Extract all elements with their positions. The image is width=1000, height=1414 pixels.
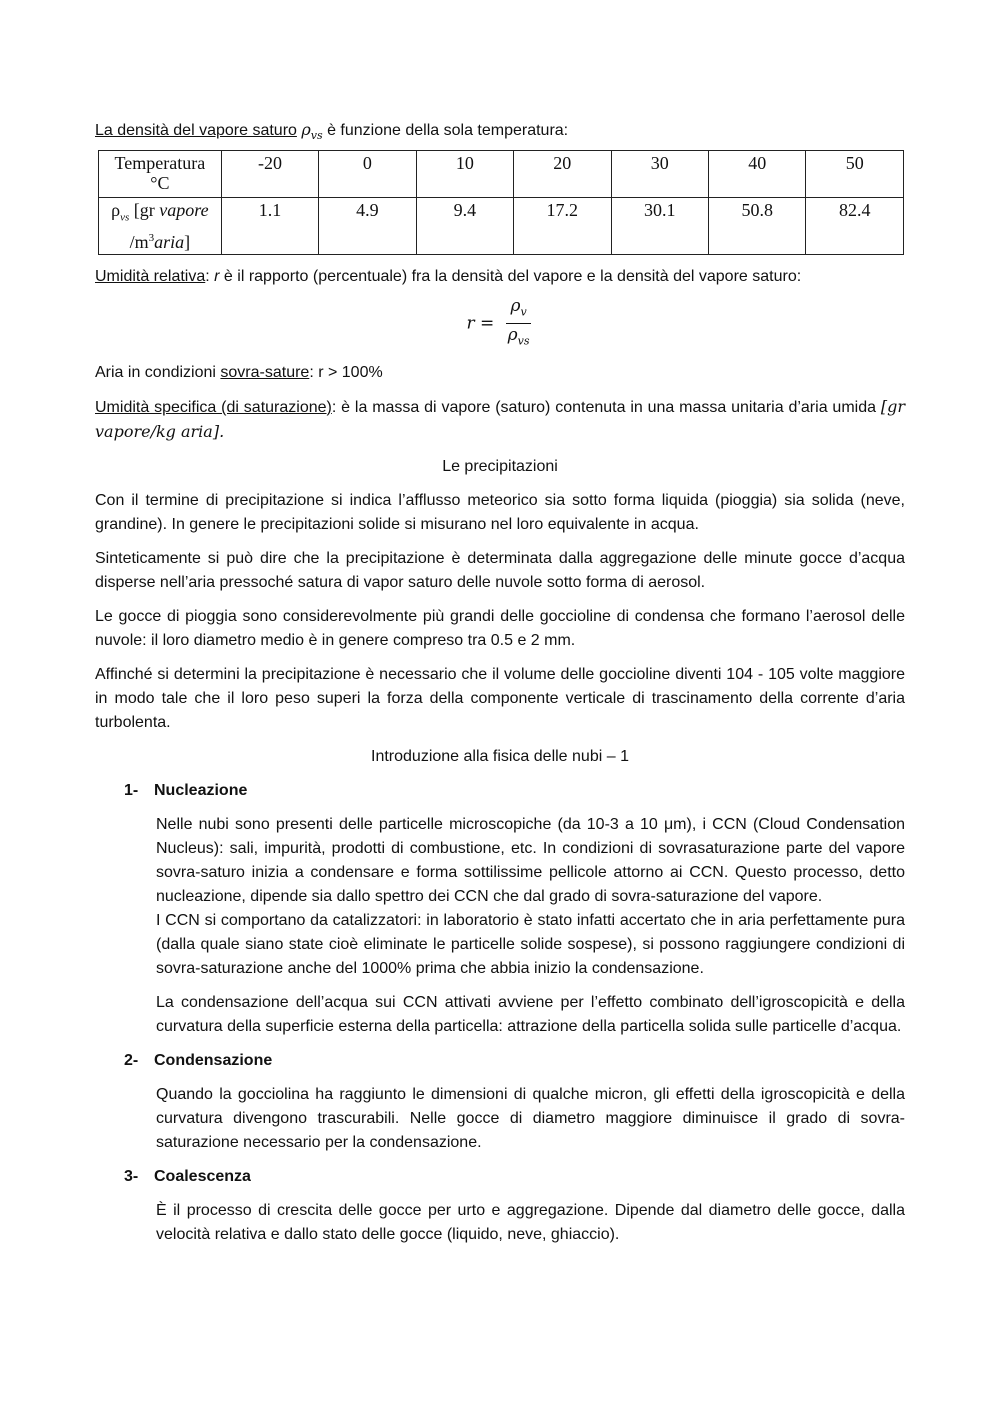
table-header-temperature: Temperatura °C: [99, 151, 222, 198]
table-cell: 82.4: [806, 198, 904, 255]
section-title-fisica-nubi: Introduzione alla fisica delle nubi – 1: [371, 747, 629, 765]
table-cell: 40: [708, 151, 805, 198]
density-intro-rest: è funzione della sola temperatura:: [322, 122, 569, 139]
table-cell: -20: [221, 151, 318, 198]
table-cell: 9.4: [416, 198, 513, 255]
table-cell: 30.1: [611, 198, 708, 255]
step-heading-nucleazione: 1- Nucleazione: [124, 781, 248, 799]
supersaturated-air: Aria in condizioni sovra-sature: r > 100%: [95, 363, 383, 381]
table-cell: 10: [416, 151, 513, 198]
density-intro: [95, 118, 905, 148]
table-row-density: [99, 198, 904, 255]
step-heading-coalescenza: 3- Coalescenza: [124, 1167, 251, 1185]
table-cell: 50.8: [708, 198, 805, 255]
specific-humidity: Umidità specifica (di saturazione): è la massa di vapore (saturo) contenuta in una massa unitaria d’aria umida [gr vapore/kg aria].: [95, 396, 906, 441]
table-header-density: $\rho_{vs}$ [gr vapore $/m^3aria$]: [99, 198, 222, 255]
section-title-precipitazioni: Le precipitazioni: [442, 457, 558, 475]
paragraph: Sinteticamente si può dire che la precipitazione è determinata dalla aggregazione delle minute gocce d’acqua disperse nell’aria pressoché satura di vapor saturo delle nuvole sotto forma di aerosol.: [95, 549, 905, 591]
table-cell: 30: [611, 151, 708, 198]
table-row-temperature: [99, 151, 904, 198]
steps-list: [95, 779, 905, 1247]
step-paragraph: Quando la gocciolina ha raggiunto le dimensioni di qualche micron, gli effetti della igroscopicità e della curvatura divengono trascurabili. Nelle gocce di diametro maggiore diminuisce il grado di sovra-saturazione necessario per la condensazione.: [156, 1085, 905, 1151]
paragraph: Con il termine di precipitazione si indica l’afflusso meteorico sia sotto forma liquida (pioggia) sia solida (neve, grandine). In genere le precipitazioni solide si misurano nel loro equivalente in acqua.: [95, 491, 905, 533]
table-cell: 50: [806, 151, 904, 198]
step-heading-condensazione: 2- Condensazione: [124, 1051, 273, 1069]
paragraph: Affinché si determini la precipitazione è necessario che il volume delle goccioline diventi 104 - 105 volte maggiore in modo tale che il loro peso superi la forza della componente verticale di trascinamento della corrente d’aria turbolenta.: [95, 665, 905, 731]
rho-vs-symbol: $\rho_{vs}$: [301, 120, 323, 143]
step-paragraph: È il processo di crescita delle gocce per urto e aggregazione. Dipende dal diametro delle gocce, dalla velocità relativa e dallo stato delle gocce (liquido, neve, ghiaccio).: [156, 1201, 905, 1243]
paragraph: Le gocce di pioggia sono considerevolmente più grandi delle goccioline di condensa che formano l’aerosol delle nuvole: il loro diametro medio è in genere compreso tra 0.5 e 2 mm.: [95, 607, 905, 649]
step-paragraph: I CCN si comportano da catalizzatori: in laboratorio è stato infatti accertato che in aria perfettamente pura (dalla quale siano state cioè eliminate le particelle solide sospese), si possono raggiungere condizioni di sovra-saturazione anche del 1000% prima che abbia inizio la condensazione.: [156, 911, 905, 977]
table-cell: 1.1: [221, 198, 318, 255]
step-paragraph: La condensazione dell’acqua sui CCN attivati avviene per l’effetto combinato dell’igroscopicità e della curvatura della superficie esterna della particella: attrazione della particella solida sulle particelle d’acqua.: [156, 993, 905, 1035]
table-cell: 0: [319, 151, 416, 198]
table-cell: 4.9: [319, 198, 416, 255]
relative-humidity-formula: r = $\frac{\rho_v}{\rho_{vs}}$: [466, 295, 530, 348]
density-term: La densità del vapore saturo: [95, 122, 297, 139]
saturated-density-table: [98, 150, 904, 255]
step-paragraph: Nelle nubi sono presenti delle particelle microscopiche (da 10-3 a 10 μm), i CCN (Cloud Condensation Nucleus): sali, impurità, prodotti di combustione, etc. In condizioni di sovrasaturazione parte del vapore sovra-saturo inizia a condensare e forma sottilissime pellicole attorno ai CCN. Questo processo, detto nucleazione, dipende sia dallo spettro dei CCN che dal grado di sovra-saturazione del vapore.: [156, 815, 905, 905]
table-cell: 17.2: [514, 198, 611, 255]
document-page: [95, 118, 905, 1247]
table-cell: 20: [514, 151, 611, 198]
relative-humidity: Umidità relativa: r è il rapporto (percentuale) fra la densità del vapore e la densità del vapore saturo:: [95, 267, 802, 285]
